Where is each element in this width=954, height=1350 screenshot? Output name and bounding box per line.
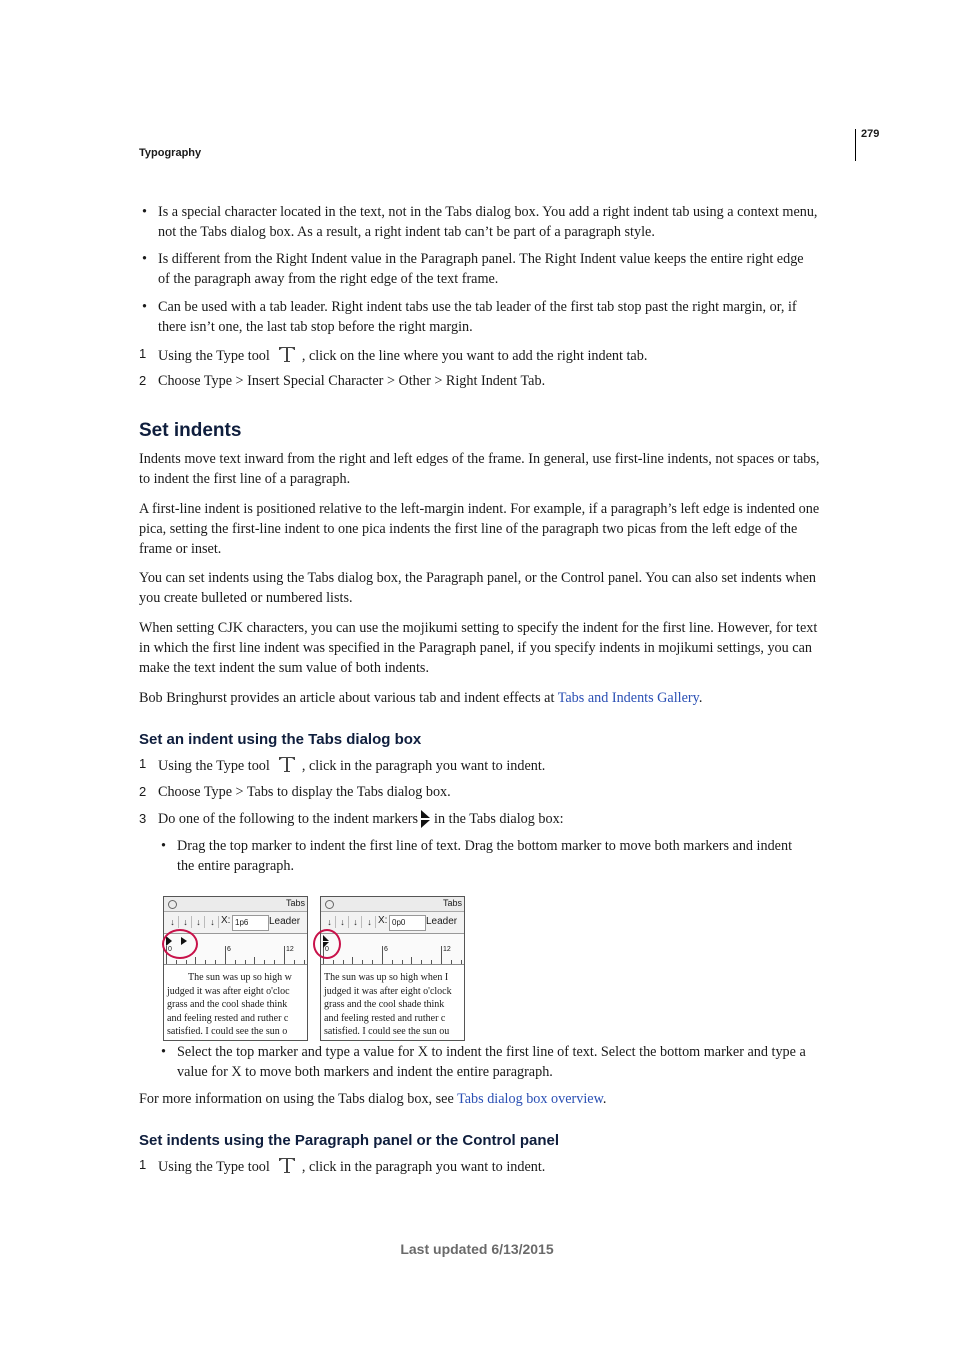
sample-line: and feeling rested and ruther c	[167, 1012, 289, 1024]
dialog-titlebar	[321, 897, 464, 912]
ruler-tick	[274, 960, 275, 964]
sample-text	[167, 971, 308, 1039]
tabs-toolbar	[321, 912, 464, 934]
ruler-tick	[392, 960, 393, 964]
text-line: You can set indents using the Tabs dialog box, the Paragraph panel, or the Control panel. You can also set indents when	[139, 570, 817, 586]
align-tab-button[interactable]: ↓	[207, 916, 219, 928]
indent-markers-icon	[420, 809, 432, 829]
text-line: frame or inset.	[139, 541, 222, 557]
ruler-label: 0	[168, 946, 172, 953]
bullet-marker: •	[142, 299, 147, 315]
step-text: Choose Type > Insert Special Character > Other > Right Indent Tab.	[158, 373, 546, 389]
ruler-tick	[254, 957, 255, 964]
step-text: Using the Type tool	[158, 758, 270, 774]
ruler-tick	[294, 960, 295, 964]
ruler-label: 12	[286, 946, 294, 953]
sample-line: judged it was after eight o'cloc	[167, 985, 290, 997]
section-heading: Set indents	[139, 420, 242, 441]
ruler-tick	[176, 960, 177, 964]
paragraph	[139, 568, 851, 608]
ruler-tick	[362, 960, 363, 964]
ruler-tick	[264, 960, 265, 964]
text-line: value for X to move both markers and indent the entire paragraph.	[177, 1064, 553, 1080]
dialog-title: Tabs	[285, 898, 305, 908]
bullet-item	[158, 297, 854, 337]
header-rule	[855, 129, 856, 161]
left-tab-button[interactable]: ↓	[167, 916, 179, 928]
ruler-tick	[205, 960, 206, 964]
ruler-tick	[431, 960, 432, 964]
step-number: 1	[139, 1157, 147, 1172]
dialog-title: Tabs	[442, 898, 462, 908]
type-tool-icon	[276, 1155, 298, 1175]
bullet-marker: •	[161, 1044, 166, 1060]
sample-line: The sun was up so high when I	[324, 972, 449, 983]
sample-line: grass and the cool shade think	[324, 999, 445, 1011]
type-tool-icon	[276, 344, 298, 364]
tabs-dialog-overview-link[interactable]: Tabs dialog box overview	[457, 1091, 603, 1107]
tabs-dialog-figure	[320, 896, 465, 1041]
ruler-label: 6	[384, 946, 388, 953]
sample-line: satisfied. I could see the sun ou	[324, 1026, 450, 1038]
paragraph	[139, 618, 851, 678]
step-number: 2	[139, 373, 147, 388]
text-line: Indents move text inward from the right and left edges of the frame. In general, use first-line indents, not spaces or tabs,	[139, 451, 820, 467]
bullet-item	[177, 1042, 857, 1082]
type-tool-icon	[276, 754, 298, 774]
ruler-tick	[284, 946, 285, 964]
ruler-tick	[235, 960, 236, 964]
x-position-field[interactable]: 1p6	[232, 915, 269, 931]
ruler-tick	[461, 960, 462, 964]
ruler-tick	[343, 960, 344, 964]
x-label: X:	[221, 915, 231, 926]
left-tab-button[interactable]: ↓	[324, 916, 336, 928]
sample-line: satisfied. I could see the sun o	[167, 1026, 288, 1038]
leader-label: Leader	[269, 916, 301, 927]
page-number: 279	[861, 128, 880, 140]
ruler-tick	[195, 957, 196, 964]
ruler-tick	[186, 960, 187, 964]
bullet-item	[158, 249, 854, 289]
x-position-field[interactable]: 0p0	[389, 915, 426, 931]
ruler-tick	[441, 946, 442, 964]
sample-line: The sun was up so high w	[188, 972, 292, 983]
sample-text	[324, 971, 465, 1039]
subsection-heading: Set indents using the Paragraph panel or the Control panel	[139, 1132, 560, 1149]
ruler-tick	[382, 946, 383, 964]
text-line: the entire paragraph.	[177, 858, 294, 874]
text-line: to indent the first line of a paragraph.	[139, 471, 351, 487]
text-line: Drag the top marker to indent the first line of text. Drag the bottom marker to move both markers and indent	[177, 838, 793, 854]
highlight-circle	[162, 929, 198, 959]
right-tab-button[interactable]: ↓	[193, 916, 205, 928]
text-line: of the paragraph away from the right edge of the text frame.	[158, 271, 499, 287]
step-item	[158, 344, 854, 366]
ruler-label: 12	[443, 946, 451, 953]
dialog-titlebar	[164, 897, 307, 912]
text-line: Can be used with a tab leader. Right indent tabs use the tab leader of the first tab stop past the right margin, or, if	[158, 299, 797, 315]
text-line: Select the top marker and type a value for X to indent the first line of text. Select the bottom marker and type a	[177, 1044, 806, 1060]
step-item	[158, 809, 854, 829]
ruler-tick	[333, 960, 334, 964]
paragraph	[139, 688, 851, 708]
bullet-item	[158, 202, 854, 242]
ruler-tick	[372, 960, 373, 964]
center-tab-button[interactable]: ↓	[180, 916, 192, 928]
sample-line: and feeling rested and ruther c	[324, 1012, 446, 1024]
text-line: you create bulleted or numbered lists.	[139, 590, 353, 606]
bullet-marker: •	[142, 251, 147, 267]
ruler-tick	[402, 960, 403, 964]
text-line: Is different from the Right Indent value in the Paragraph panel. The Right Indent value keeps the entire right edge	[158, 251, 804, 267]
ruler-tick	[421, 960, 422, 964]
highlight-circle	[313, 929, 341, 959]
step-text: , click in the paragraph you want to indent.	[301, 758, 546, 774]
ruler-label: 6	[227, 946, 231, 953]
center-tab-button[interactable]: ↓	[337, 916, 349, 928]
ruler-tick	[225, 946, 226, 964]
paragraph	[139, 499, 851, 559]
step-item	[158, 754, 854, 776]
text-line: A first-line indent is positioned relative to the left-margin indent. For example, if a paragraph’s left edge is indented one	[139, 501, 820, 517]
step-text: Do one of the following to the indent markers	[158, 811, 419, 827]
ruler-tick	[245, 960, 246, 964]
tabs-indents-gallery-link[interactable]: Tabs and Indents Gallery	[557, 690, 699, 706]
step-number: 3	[139, 811, 147, 826]
punctuation: .	[698, 690, 703, 706]
sample-line: judged it was after eight o'clock	[324, 985, 452, 997]
tabs-dialog-figure	[163, 896, 308, 1041]
text-line: When setting CJK characters, you can use the mojikumi setting to specify the indent for the first line. However, for text	[139, 620, 818, 636]
article-text: Bob Bringhurst provides an article about various tab and indent effects at	[139, 690, 558, 706]
close-dot-icon	[325, 900, 334, 909]
step-number: 1	[139, 756, 147, 771]
leader-label: Leader	[426, 916, 458, 927]
step-text: , click in the paragraph you want to indent.	[301, 1159, 546, 1175]
step-text: Choose Type > Tabs to display the Tabs dialog box.	[158, 784, 451, 800]
step-text: Using the Type tool	[158, 348, 270, 364]
align-tab-button[interactable]: ↓	[364, 916, 376, 928]
step-item	[158, 1155, 854, 1177]
sample-line: grass and the cool shade think	[167, 999, 288, 1011]
text-line: in which the first line indent was specified in the Paragraph panel, if you specify indents in mojikumi settings, you can	[139, 640, 812, 656]
step-text: in the Tabs dialog box:	[434, 811, 564, 827]
ruler-tick	[304, 960, 305, 964]
ruler-tick	[352, 957, 353, 964]
x-label: X:	[378, 915, 388, 926]
bullet-item	[177, 836, 857, 876]
text-line: not the Tabs dialog box. As a result, a right indent tab can’t be part of a paragraph style.	[158, 224, 655, 240]
more-info-text: For more information on using the Tabs dialog box, see	[139, 1091, 458, 1107]
text-line: there isn’t one, the last tab stop before the right margin.	[158, 319, 473, 335]
punctuation: .	[602, 1091, 607, 1107]
step-number: 2	[139, 784, 147, 799]
paragraph	[139, 1089, 851, 1109]
subsection-heading: Set an indent using the Tabs dialog box	[139, 731, 422, 748]
text-line: pica, setting the first-line indent to one pica indents the first line of the paragraph two picas from the left edge of the	[139, 521, 798, 537]
ruler-tick	[215, 960, 216, 964]
ruler-tick	[451, 960, 452, 964]
footer-updated: Last updated 6/13/2015	[400, 1241, 554, 1257]
right-tab-button[interactable]: ↓	[350, 916, 362, 928]
bullet-marker: •	[161, 838, 166, 854]
step-text: , click on the line where you want to add the right indent tab.	[301, 348, 648, 364]
paragraph	[139, 449, 851, 489]
text-line: Is a special character located in the text, not in the Tabs dialog box. You add a right indent tab using a context menu,	[158, 204, 818, 220]
running-header: Typography	[139, 147, 202, 159]
bullet-marker: •	[142, 204, 147, 220]
ruler-tick	[411, 957, 412, 964]
ruler-label: 0	[325, 946, 329, 953]
close-dot-icon	[168, 900, 177, 909]
step-number: 1	[139, 346, 147, 361]
text-line: make the text indent the sum value of both indents.	[139, 660, 429, 676]
step-text: Using the Type tool	[158, 1159, 270, 1175]
tab-ruler[interactable]	[321, 934, 464, 965]
